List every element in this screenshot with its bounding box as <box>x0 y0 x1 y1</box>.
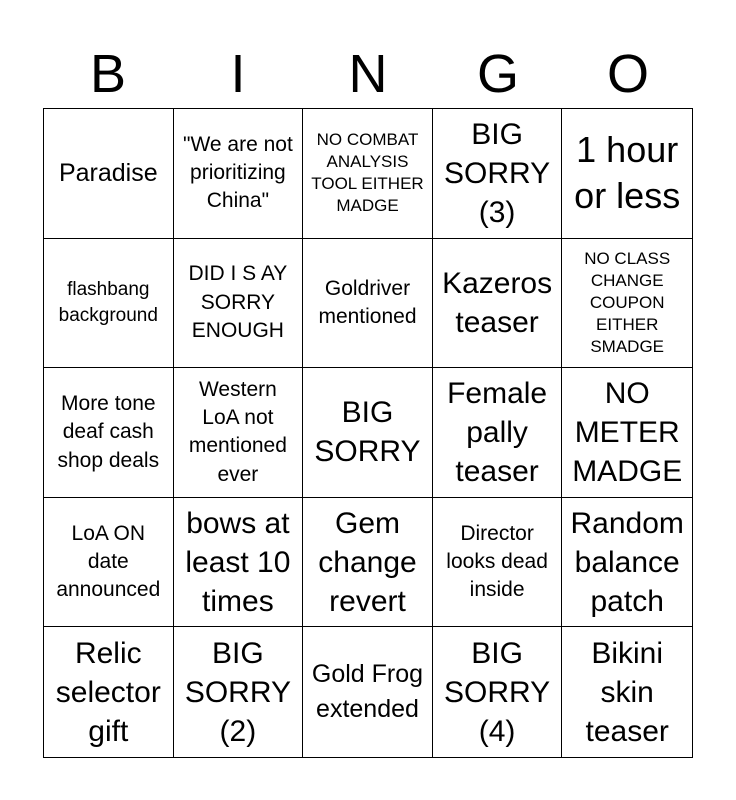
bingo-cell[interactable]: Bikini skin teaser <box>585 636 669 748</box>
header-letter-b: B <box>89 44 127 104</box>
header-letter-g: G <box>476 44 519 104</box>
header-letter-o: O <box>606 44 649 104</box>
bingo-grid <box>43 108 693 758</box>
bingo-cell[interactable]: Gold Frog extended <box>303 627 433 757</box>
bingo-cell[interactable]: Female pally teaser <box>433 368 563 498</box>
bingo-cell[interactable]: NO COMBAT ANALYSIS TOOL EITHER MADGE <box>303 109 433 239</box>
bingo-cell[interactable]: Random balance patch <box>562 498 692 628</box>
bingo-cell[interactable]: 1 hour or less <box>562 109 692 239</box>
bingo-cell[interactable]: bows at least 10 times <box>174 498 304 628</box>
header-letter-n: N <box>348 44 388 104</box>
bingo-cell[interactable]: Goldriver mentioned <box>303 239 433 369</box>
bingo-cell[interactable]: BIG SORRY (3) <box>433 109 563 239</box>
bingo-cell[interactable]: NO METER MADGE <box>562 368 692 498</box>
bingo-cell[interactable]: NO CLASS CHANGE COUPON EITHER SMADGE <box>562 239 692 369</box>
bingo-cell[interactable]: Relic selector gift <box>44 627 174 757</box>
bingo-cell[interactable]: BIG SORRY <box>303 368 433 498</box>
bingo-cell[interactable]: DID I S AY SORRY ENOUGH <box>174 239 304 369</box>
bingo-cell[interactable]: LoA ON date announced <box>44 498 174 628</box>
header-letter-i: I <box>230 44 246 104</box>
bingo-cell[interactable]: BIG SORRY (4) <box>433 627 563 757</box>
bingo-cell[interactable]: "We are not prioritizing China" <box>174 109 304 239</box>
bingo-cell[interactable]: Director looks dead inside <box>433 498 563 628</box>
bingo-header <box>43 40 693 108</box>
bingo-cell[interactable]: More tone deaf cash shop deals <box>44 368 174 498</box>
bingo-cell[interactable]: Paradise <box>44 109 174 239</box>
bingo-cell[interactable]: Western LoA not mentioned ever <box>174 368 304 498</box>
bingo-cell[interactable]: Gem change revert <box>303 498 433 628</box>
bingo-cell[interactable]: Kazeros teaser <box>433 239 563 369</box>
bingo-cell[interactable]: flashbang background <box>44 239 174 369</box>
bingo-cell[interactable]: BIG SORRY (2) <box>174 627 304 757</box>
